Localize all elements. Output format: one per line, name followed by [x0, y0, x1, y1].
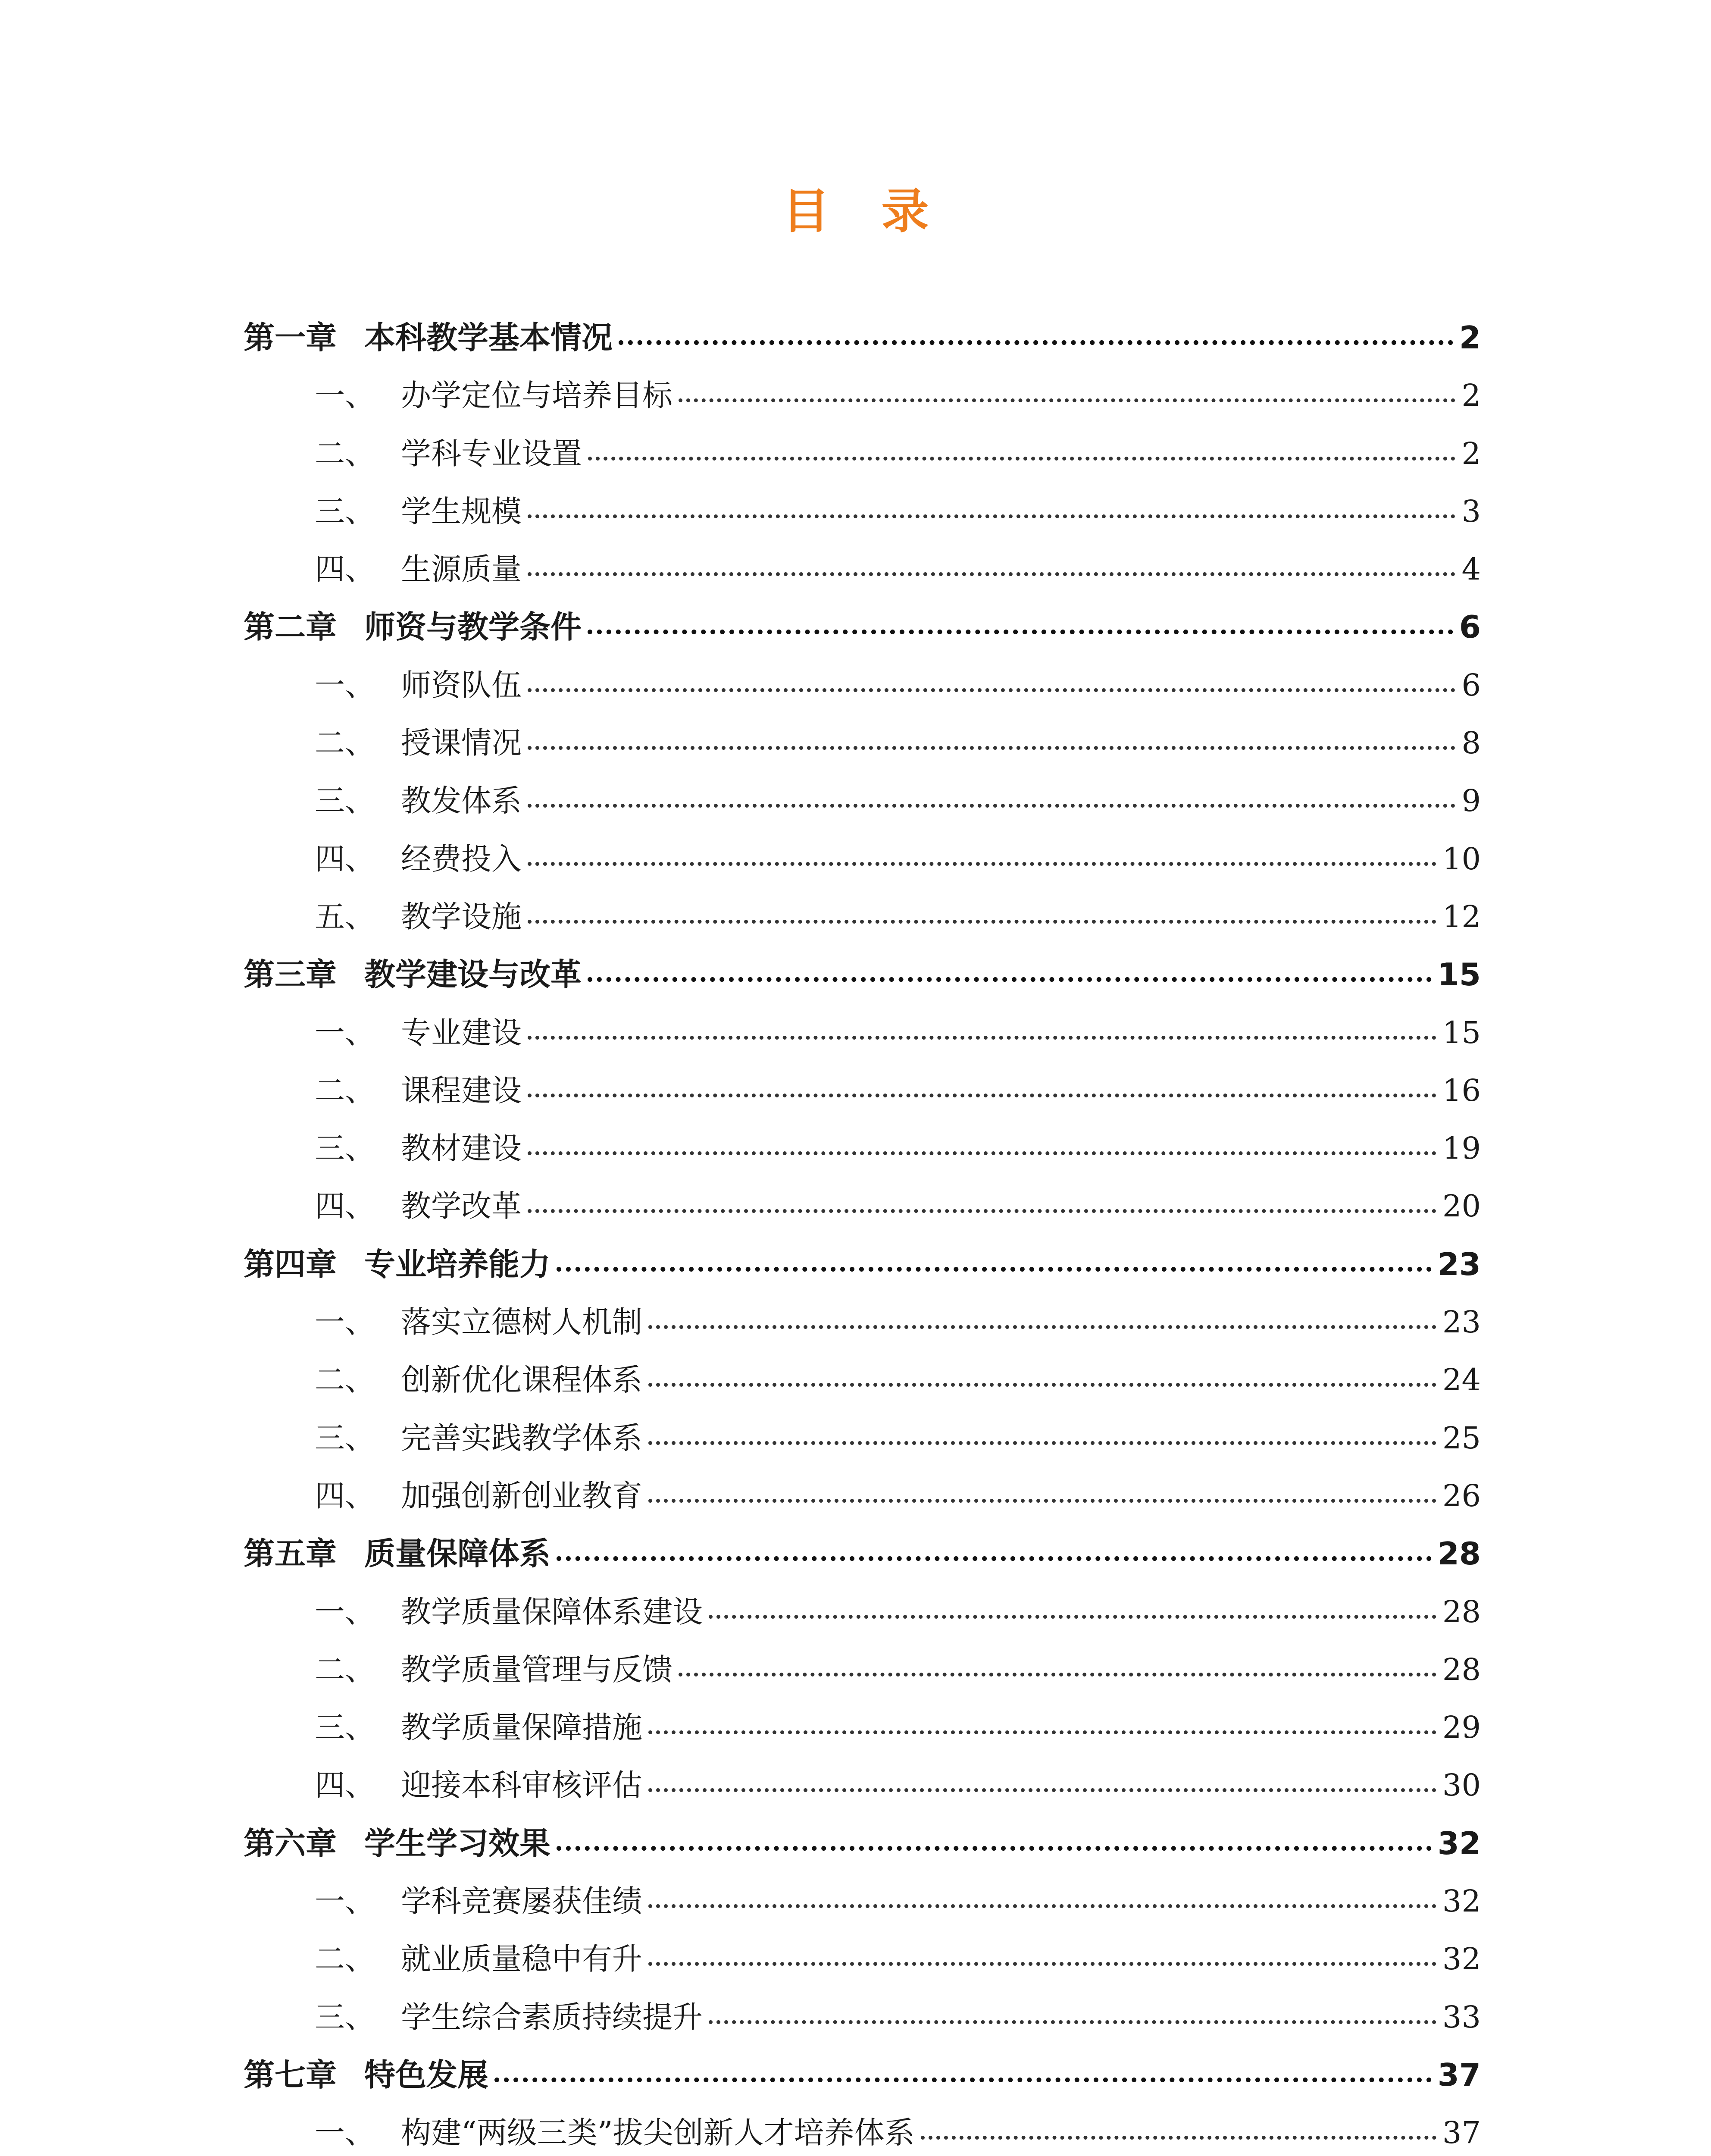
toc-section-entry[interactable]	[244, 1062, 1481, 1119]
toc-entry-text: 就业质量稳中有升	[401, 1941, 642, 1977]
toc-entry-text: 教学质量保障体系建设	[401, 1594, 703, 1630]
toc-chapter-entry[interactable]	[244, 1814, 1481, 1872]
toc-section-entry[interactable]	[244, 1119, 1481, 1177]
dot-leader	[528, 688, 1455, 692]
toc-entry-label	[244, 598, 582, 656]
toc-entry-number: 一、	[315, 1304, 375, 1340]
toc-page-number: 25	[1442, 1420, 1481, 1456]
toc-entry-number: 二、	[315, 1362, 375, 1398]
dot-leader	[921, 2136, 1436, 2140]
toc-entry-text: 质量保障体系	[364, 1536, 551, 1572]
dot-leader	[648, 1962, 1436, 1966]
toc-entry-text: 教材建设	[401, 1131, 522, 1166]
dot-leader	[648, 1383, 1436, 1387]
toc-page-number: 19	[1442, 1131, 1481, 1166]
toc-chapter-entry[interactable]	[244, 1525, 1481, 1583]
dot-leader	[619, 340, 1453, 345]
toc-page-number: 26	[1442, 1478, 1481, 1514]
toc-page-number: 32	[1442, 1883, 1481, 1919]
toc-section-entry[interactable]	[244, 1004, 1481, 1062]
toc-entry-label	[315, 1467, 642, 1525]
toc-entry-label	[315, 1930, 642, 1988]
dot-leader	[648, 1788, 1436, 1792]
toc-entry-label	[315, 425, 582, 483]
toc-page-number: 37	[1437, 2056, 1481, 2093]
toc-section-entry[interactable]	[244, 540, 1481, 598]
toc-entry-text: 特色发展	[364, 2056, 489, 2093]
toc-entry-text: 迎接本科审核评估	[401, 1767, 642, 1803]
toc-section-entry[interactable]	[244, 656, 1481, 714]
toc-entry-label	[244, 1235, 551, 1293]
toc-entry-number: 一、	[315, 2115, 375, 2151]
toc-entry-label	[315, 1004, 522, 1062]
toc-entry-label	[244, 2046, 488, 2104]
toc-entry-number: 四、	[315, 1188, 375, 1224]
toc-entry-number: 第四章	[244, 1246, 337, 1282]
toc-entry-number: 二、	[315, 725, 375, 761]
toc-page-number: 28	[1437, 1536, 1481, 1572]
dot-leader	[588, 630, 1453, 634]
toc-entry-number: 一、	[315, 1015, 375, 1050]
toc-entry-label	[315, 656, 522, 714]
toc-entry-label	[315, 1351, 642, 1409]
toc-entry-label	[315, 1409, 642, 1467]
toc-entry-number: 三、	[315, 1710, 375, 1745]
toc-section-entry[interactable]	[244, 1409, 1481, 1467]
toc-entry-text: 专业培养能力	[364, 1246, 551, 1282]
toc-entry-text: 师资队伍	[401, 667, 522, 703]
toc-page-number: 2	[1461, 378, 1481, 414]
toc-entry-label	[315, 367, 673, 424]
toc-entry-label	[315, 888, 522, 946]
toc-entry-text: 创新优化课程体系	[401, 1362, 642, 1398]
toc-entry-text: 教学改革	[401, 1188, 522, 1224]
toc-page-number: 15	[1442, 1015, 1481, 1050]
toc-section-entry[interactable]	[244, 1930, 1481, 1988]
toc-entry-text: 学生学习效果	[364, 1825, 551, 1861]
dot-leader	[528, 1036, 1436, 1040]
toc-page-number: 30	[1442, 1767, 1481, 1803]
toc-page-number: 6	[1461, 667, 1481, 703]
toc-section-entry[interactable]	[244, 830, 1481, 888]
toc-page-number: 2	[1461, 436, 1481, 471]
toc-entry-label	[315, 714, 522, 772]
dot-leader	[528, 1094, 1436, 1097]
toc-entry-text: 经费投入	[401, 841, 522, 877]
dot-leader	[679, 1673, 1436, 1677]
dot-leader	[648, 1904, 1436, 1908]
toc-page-number: 28	[1442, 1594, 1481, 1630]
toc-entry-number: 二、	[315, 1651, 375, 1687]
dot-leader	[528, 1151, 1436, 1155]
toc-list	[244, 309, 1481, 2156]
toc-page-number: 15	[1437, 956, 1481, 993]
toc-entry-number: 三、	[315, 783, 375, 819]
toc-section-entry[interactable]	[244, 425, 1481, 483]
dot-leader	[557, 1846, 1432, 1851]
toc-entry-text: 办学定位与培养目标	[401, 378, 673, 414]
toc-entry-number: 一、	[315, 667, 375, 703]
toc-entry-number: 四、	[315, 841, 375, 877]
toc-entry-label	[315, 1062, 522, 1119]
toc-entry-text: 落实立德树人机制	[401, 1304, 642, 1340]
dot-leader	[679, 398, 1455, 402]
toc-entry-label	[315, 1583, 703, 1641]
dot-leader	[528, 746, 1455, 750]
toc-page-number: 23	[1437, 1246, 1481, 1282]
dot-leader	[557, 1556, 1432, 1561]
toc-entry-label	[315, 540, 522, 598]
toc-chapter-entry[interactable]	[244, 598, 1481, 656]
toc-section-entry[interactable]	[244, 1698, 1481, 1756]
toc-entry-text: 教学质量保障措施	[401, 1710, 642, 1745]
toc-entry-label	[315, 772, 522, 830]
dot-leader	[528, 514, 1455, 518]
toc-entry-label	[244, 946, 582, 1003]
toc-entry-number: 二、	[315, 436, 375, 471]
dot-leader	[648, 1730, 1436, 1734]
toc-entry-text: 教学建设与改革	[364, 956, 582, 993]
toc-entry-number: 一、	[315, 378, 375, 414]
toc-entry-number: 五、	[315, 899, 375, 934]
toc-entry-text: 学科竞赛屡获佳绩	[401, 1883, 642, 1919]
dot-leader	[588, 977, 1432, 982]
toc-entry-text: 学生综合素质持续提升	[401, 1999, 703, 2035]
dot-leader	[528, 862, 1436, 866]
toc-entry-number: 第一章	[244, 320, 337, 356]
toc-entry-text: 课程建设	[401, 1072, 522, 1108]
toc-chapter-entry[interactable]	[244, 309, 1481, 367]
toc-entry-number: 第二章	[244, 609, 337, 646]
dot-leader	[648, 1325, 1436, 1329]
toc-entry-label	[315, 1698, 642, 1756]
toc-section-entry[interactable]	[244, 1351, 1481, 1409]
toc-section-entry[interactable]	[244, 1467, 1481, 1525]
dot-leader	[648, 1441, 1436, 1445]
toc-page-number: 32	[1442, 1941, 1481, 1977]
toc-entry-text: 师资与教学条件	[364, 609, 582, 646]
toc-entry-number: 四、	[315, 552, 375, 587]
toc-page-number: 4	[1461, 552, 1481, 587]
dot-leader	[709, 2020, 1436, 2024]
toc-entry-label	[315, 1641, 673, 1698]
toc-entry-number: 三、	[315, 1420, 375, 1456]
dot-leader	[528, 1209, 1436, 1213]
toc-entry-text: 教学质量管理与反馈	[401, 1651, 673, 1687]
toc-page-number: 23	[1442, 1304, 1481, 1340]
toc-chapter-entry[interactable]	[244, 1235, 1481, 1293]
toc-page-number: 9	[1461, 783, 1481, 819]
toc-entry-number: 二、	[315, 1941, 375, 1977]
toc-page-number: 37	[1442, 2115, 1481, 2151]
toc-section-entry[interactable]	[244, 1988, 1481, 2046]
toc-entry-number: 第三章	[244, 956, 337, 993]
toc-entry-label	[315, 830, 522, 888]
dot-leader	[588, 457, 1455, 461]
toc-page-number: 3	[1461, 493, 1481, 529]
toc-section-entry[interactable]	[244, 1583, 1481, 1641]
dot-leader	[648, 1499, 1436, 1503]
toc-entry-number: 三、	[315, 1131, 375, 1166]
toc-chapter-entry[interactable]	[244, 946, 1481, 1003]
toc-entry-text: 完善实践教学体系	[401, 1420, 642, 1456]
toc-entry-label	[315, 2104, 915, 2156]
toc-section-entry[interactable]	[244, 2104, 1481, 2156]
toc-section-entry[interactable]	[244, 888, 1481, 946]
dot-leader	[528, 572, 1455, 576]
toc-entry-number: 四、	[315, 1478, 375, 1514]
toc-entry-label	[315, 1872, 642, 1930]
toc-entry-label	[244, 309, 613, 367]
toc-entry-text: 授课情况	[401, 725, 522, 761]
toc-entry-number: 第五章	[244, 1536, 337, 1572]
toc-page-number: 33	[1442, 1999, 1481, 2035]
toc-page-number: 20	[1442, 1188, 1481, 1224]
toc-title: 目录	[782, 184, 981, 239]
toc-entry-number: 一、	[315, 1594, 375, 1630]
toc-entry-number: 四、	[315, 1767, 375, 1803]
toc-entry-number: 一、	[315, 1883, 375, 1919]
toc-section-entry[interactable]	[244, 714, 1481, 772]
dot-leader	[528, 804, 1455, 808]
toc-section-entry[interactable]	[244, 1177, 1481, 1235]
toc-section-entry[interactable]	[244, 1641, 1481, 1698]
toc-entry-text: 专业建设	[401, 1015, 522, 1050]
toc-entry-number: 二、	[315, 1072, 375, 1108]
toc-section-entry[interactable]	[244, 772, 1481, 830]
toc-section-entry[interactable]	[244, 1293, 1481, 1351]
toc-entry-label	[315, 1119, 522, 1177]
toc-entry-number: 第六章	[244, 1825, 337, 1861]
toc-entry-text: 生源质量	[401, 552, 522, 587]
toc-entry-text: 学生规模	[401, 493, 522, 529]
dot-leader	[557, 1267, 1432, 1272]
toc-entry-text: 教发体系	[401, 783, 522, 819]
toc-page-number: 12	[1442, 899, 1481, 934]
toc-page-number: 10	[1442, 841, 1481, 877]
toc-entry-number: 第七章	[244, 2056, 337, 2093]
toc-entry-label	[315, 1756, 642, 1814]
toc-page-number: 24	[1442, 1362, 1481, 1398]
toc-entry-number: 三、	[315, 493, 375, 529]
toc-entry-text: 教学设施	[401, 899, 522, 934]
toc-section-entry[interactable]	[244, 367, 1481, 424]
toc-page-number: 6	[1459, 609, 1481, 646]
toc-entry-text: 本科教学基本情况	[364, 320, 613, 356]
toc-entry-text: 学科专业设置	[401, 436, 582, 471]
dot-leader	[528, 920, 1436, 924]
toc-entry-label	[315, 1988, 703, 2046]
toc-page-number: 29	[1442, 1710, 1481, 1745]
toc-page-number: 16	[1442, 1072, 1481, 1108]
toc-entry-label	[244, 1814, 551, 1872]
dot-leader	[709, 1615, 1436, 1619]
dot-leader	[494, 2078, 1432, 2082]
toc-entry-label	[315, 1177, 522, 1235]
toc-chapter-entry[interactable]	[244, 2046, 1481, 2104]
toc-entry-label	[315, 483, 522, 540]
toc-page-number: 8	[1461, 725, 1481, 761]
toc-page-number: 28	[1442, 1651, 1481, 1687]
toc-entry-text: 加强创新创业教育	[401, 1478, 642, 1514]
toc-entry-number: 三、	[315, 1999, 375, 2035]
toc-entry-label	[315, 1293, 642, 1351]
toc-section-entry[interactable]	[244, 483, 1481, 540]
toc-entry-text: 构建“两级三类”拔尖创新人才培养体系	[401, 2115, 915, 2151]
toc-page-number: 32	[1437, 1825, 1481, 1861]
toc-page-number: 2	[1459, 320, 1481, 356]
toc-section-entry[interactable]	[244, 1756, 1481, 1814]
toc-entry-label	[244, 1525, 551, 1583]
toc-section-entry[interactable]	[244, 1872, 1481, 1930]
